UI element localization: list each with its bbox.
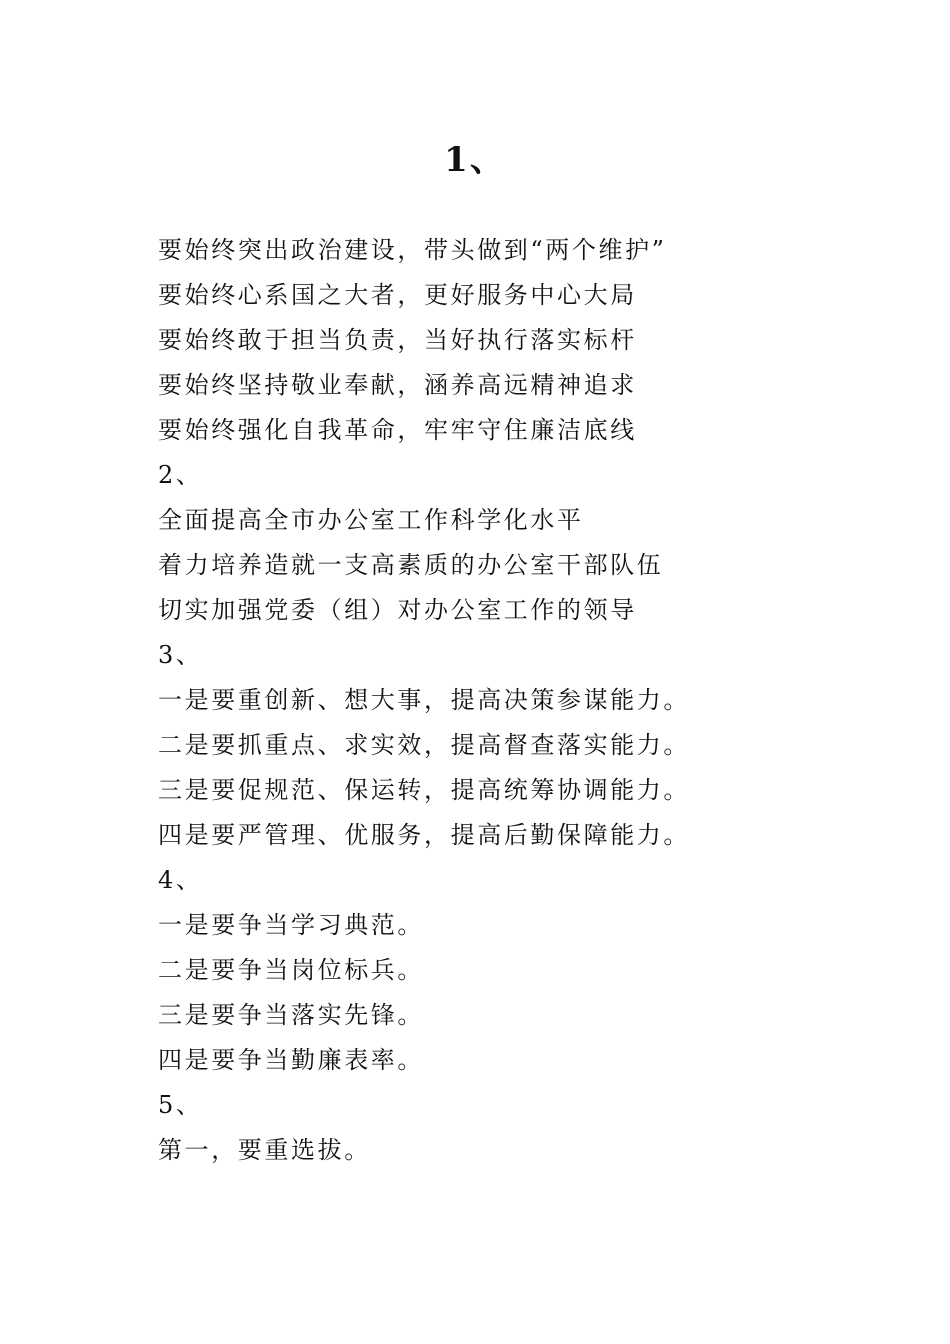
document-body xyxy=(158,228,858,1173)
text-line: 全面提高全市办公室工作科学化水平 xyxy=(158,506,584,534)
text-line: 要始终心系国之大者，更好服务中心大局 xyxy=(158,281,637,309)
document-title: 1、 xyxy=(444,140,506,180)
section-number: 4、 xyxy=(158,866,203,894)
text-line: 四是要争当勤廉表率。 xyxy=(158,1046,424,1074)
text-line: 要始终敢于担当负责，当好执行落实标杆 xyxy=(158,326,637,354)
section-number: 5、 xyxy=(158,1091,203,1119)
section-number: 3、 xyxy=(158,641,203,669)
text-line: 一是要争当学习典范。 xyxy=(158,911,424,939)
text-line: 第一，要重选拔。 xyxy=(158,1136,371,1164)
text-line: 四是要严管理、优服务，提高后勤保障能力。 xyxy=(158,821,690,849)
text-line: 二是要抓重点、求实效，提高督查落实能力。 xyxy=(158,731,690,759)
text-line: 要始终坚持敬业奉献，涵养高远精神追求 xyxy=(158,371,637,399)
text-line: 三是要争当落实先锋。 xyxy=(158,1001,424,1029)
text-line: 切实加强党委（组）对办公室工作的领导 xyxy=(158,596,637,624)
text-line: 一是要重创新、想大事，提高决策参谋能力。 xyxy=(158,686,690,714)
text-line: 要始终强化自我革命，牢牢守住廉洁底线 xyxy=(158,416,637,444)
text-line: 要始终突出政治建设，带头做到“两个维护” xyxy=(158,236,667,264)
text-line: 三是要促规范、保运转，提高统筹协调能力。 xyxy=(158,776,690,804)
text-line: 二是要争当岗位标兵。 xyxy=(158,956,424,984)
section-number: 2、 xyxy=(158,461,203,489)
text-line: 着力培养造就一支高素质的办公室干部队伍 xyxy=(158,551,664,579)
